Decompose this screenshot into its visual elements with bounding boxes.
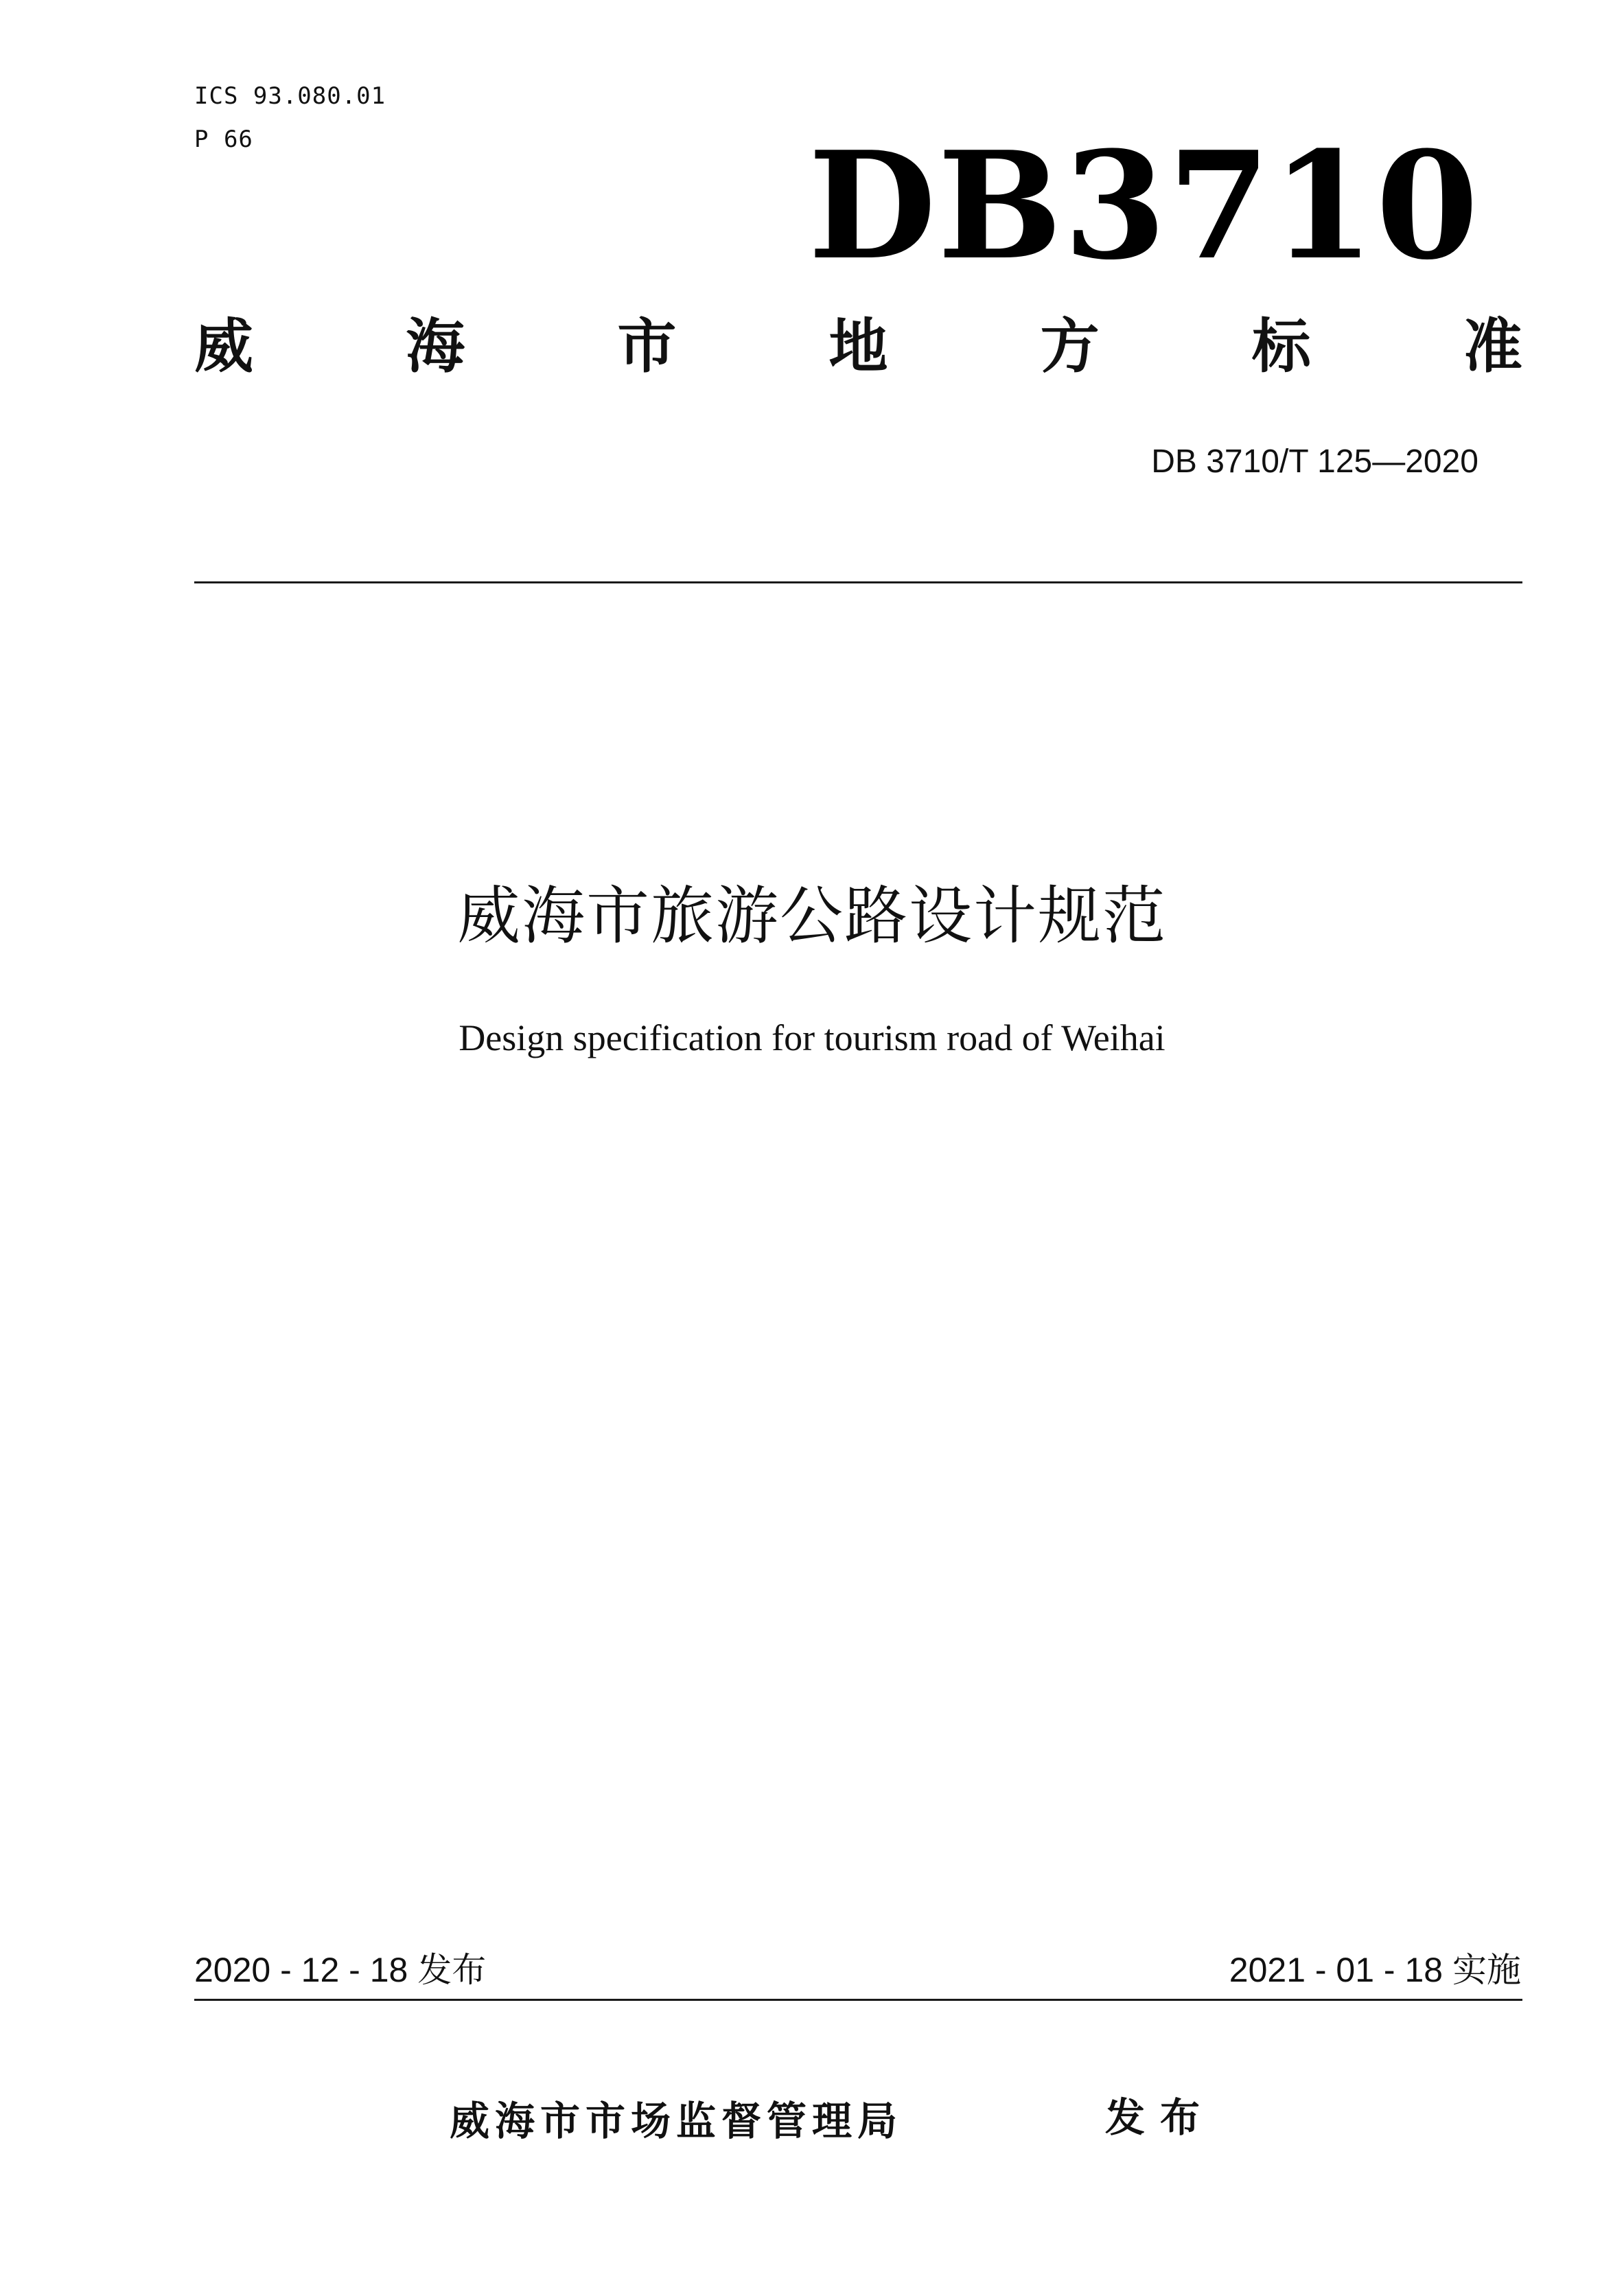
standard-number: DB 3710/T 125—2020	[1151, 443, 1478, 480]
publish-label: 发布	[1105, 2094, 1216, 2141]
document-title-chinese: 威海市旅游公路设计规范	[456, 879, 1167, 953]
top-divider	[194, 581, 1522, 583]
category-code: P 66	[194, 126, 253, 153]
standard-type-char: 准	[1463, 312, 1522, 381]
standard-code-mark: DB3710	[808, 119, 1480, 292]
document-title-english: Design specification for tourism road of Weihai	[459, 1017, 1165, 1058]
standard-type-char: 市	[617, 312, 677, 381]
implementation-date: 2021 - 01 - 18 实施	[1229, 1951, 1521, 1989]
bottom-divider	[194, 1999, 1522, 2001]
standard-type-char: 地	[828, 312, 888, 381]
standard-type-char: 海	[406, 312, 465, 381]
standard-type-char: 标	[1251, 312, 1311, 381]
ics-code: ICS 93.080.01	[194, 82, 386, 110]
issue-date: 2020 - 12 - 18 发布	[194, 1951, 487, 1989]
standard-type-char: 方	[1040, 312, 1100, 381]
publisher-name: 威海市市场监督管理局	[450, 2098, 903, 2144]
standard-type-heading	[194, 312, 1522, 381]
standard-type-char: 威	[194, 312, 253, 381]
